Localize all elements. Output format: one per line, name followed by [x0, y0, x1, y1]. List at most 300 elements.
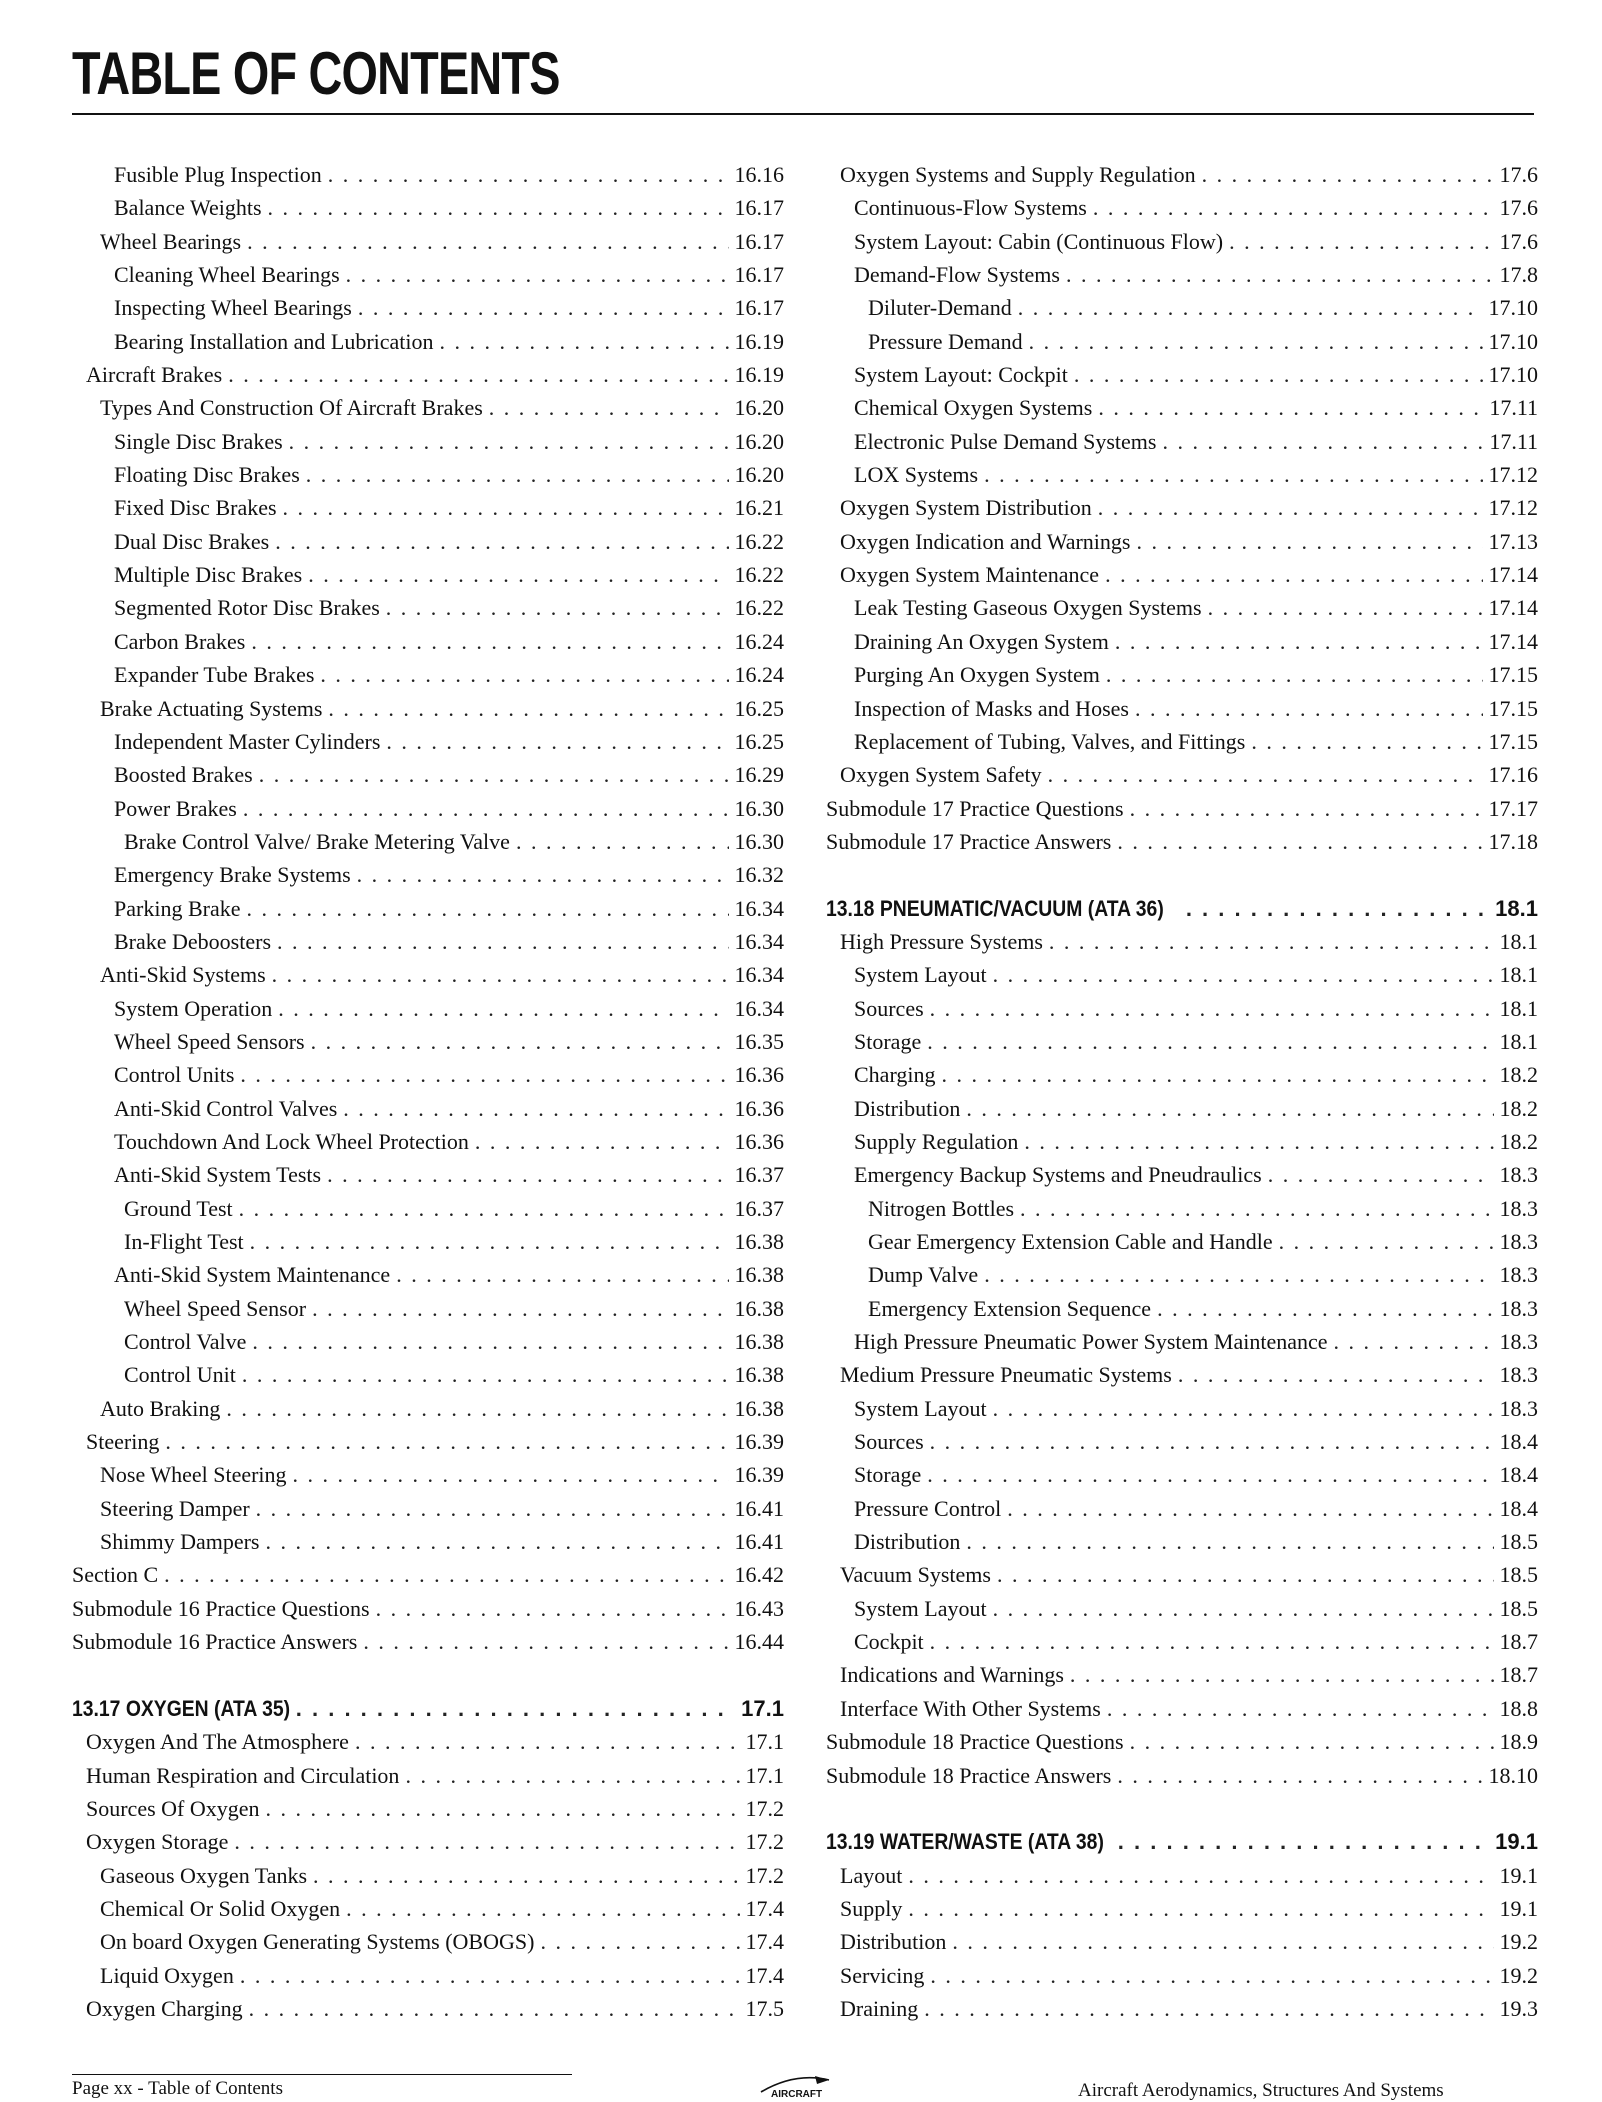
- toc-entry-label: Expander Tube Brakes: [114, 662, 315, 688]
- dot-leader: [250, 1229, 729, 1255]
- toc-entry-label: Oxygen System Safety: [840, 762, 1042, 788]
- toc-entry[interactable]: [72, 1096, 784, 1129]
- dot-leader: [924, 1996, 1493, 2022]
- dot-leader: [164, 1562, 728, 1588]
- toc-entry-label: Distribution: [840, 1929, 947, 1955]
- toc-entry-label: Parking Brake: [114, 895, 241, 921]
- toc-entry-page: 17.6: [1499, 228, 1538, 254]
- dot-leader: [234, 1829, 739, 1855]
- dot-leader: [226, 1396, 728, 1422]
- toc-entry-label: Auto Braking: [100, 1395, 221, 1421]
- dot-leader: [386, 729, 728, 755]
- toc-entry-page: 18.5: [1499, 1529, 1538, 1555]
- toc-entry-label: Nitrogen Bottles: [868, 1195, 1015, 1221]
- toc-entry[interactable]: [826, 1429, 1538, 1462]
- toc-entry[interactable]: [826, 1562, 1538, 1595]
- toc-entry[interactable]: [72, 1296, 784, 1329]
- toc-entry-label: Servicing: [840, 1962, 925, 1988]
- toc-entry[interactable]: [826, 1996, 1538, 2029]
- toc-entry-page: 16.29: [734, 762, 784, 788]
- toc-entry[interactable]: [72, 829, 784, 862]
- toc-entry[interactable]: [826, 1096, 1538, 1129]
- toc-entry-label: Chemical Or Solid Oxygen: [100, 1895, 341, 1921]
- dot-leader: [1208, 595, 1483, 621]
- toc-entry-page: 16.21: [734, 495, 784, 521]
- toc-entry-page: 17.17: [1488, 795, 1538, 821]
- toc-entry-page: 16.43: [734, 1595, 784, 1621]
- toc-entry-page: 16.30: [734, 828, 784, 854]
- toc-entry-label: Dual Disc Brakes: [114, 528, 270, 554]
- toc-entry[interactable]: [72, 1262, 784, 1295]
- dot-leader: [1130, 796, 1483, 822]
- toc-entry[interactable]: [826, 462, 1538, 495]
- toc-entry[interactable]: [72, 996, 784, 1029]
- dot-leader: [1106, 662, 1483, 688]
- toc-entry-label: Emergency Extension Sequence: [868, 1295, 1152, 1321]
- toc-entry[interactable]: [826, 229, 1538, 262]
- dot-leader: [1048, 762, 1483, 788]
- publisher-logo-icon: [755, 2070, 835, 2100]
- dot-leader: [242, 1362, 729, 1388]
- toc-entry[interactable]: [72, 162, 784, 195]
- toc-entry[interactable]: [72, 329, 784, 362]
- toc-entry[interactable]: [826, 1262, 1538, 1295]
- toc-entry[interactable]: [72, 1996, 784, 2029]
- toc-entry-label: Wheel Speed Sensors: [114, 1028, 305, 1054]
- dot-leader: [1105, 562, 1482, 588]
- toc-entry-label: Supply: [840, 1895, 903, 1921]
- dot-leader: [1251, 729, 1482, 755]
- toc-entry-label: Wheel Bearings: [100, 228, 242, 254]
- dot-leader: [1157, 1296, 1493, 1322]
- toc-entry-page: 16.22: [734, 595, 784, 621]
- dot-leader: [1074, 362, 1483, 388]
- toc-entry-page: 18.3: [1499, 1195, 1538, 1221]
- toc-entry[interactable]: [72, 262, 784, 295]
- dot-leader: [489, 395, 729, 421]
- toc-entry[interactable]: [826, 1362, 1538, 1395]
- toc-entry[interactable]: [826, 395, 1538, 428]
- toc-entry-page: 18.7: [1499, 1662, 1538, 1688]
- toc-entry-page: 16.34: [734, 895, 784, 921]
- toc-entry-label: Ground Test: [124, 1195, 233, 1221]
- dot-leader: [475, 1129, 729, 1155]
- toc-entry-page: 16.41: [734, 1529, 784, 1555]
- dot-leader: [993, 1596, 1494, 1622]
- toc-entry-page: 16.20: [734, 428, 784, 454]
- toc-section-heading[interactable]: [72, 1696, 784, 1729]
- toc-entry-page: 16.39: [734, 1429, 784, 1455]
- toc-entry[interactable]: [826, 696, 1538, 729]
- toc-entry-page: 18.3: [1499, 1295, 1538, 1321]
- toc-entry-label: Liquid Oxygen: [100, 1962, 234, 1988]
- dot-leader: [440, 329, 729, 355]
- toc-entry[interactable]: [72, 1562, 784, 1595]
- footer-page-label: Page xx - Table of Contents: [72, 2078, 283, 2099]
- toc-entry-label: Nose Wheel Steering: [100, 1462, 287, 1488]
- toc-entry-page: 16.34: [734, 995, 784, 1021]
- toc-entry[interactable]: [826, 662, 1538, 695]
- toc-entry-page: 17.13: [1488, 528, 1538, 554]
- publisher-logo-text: AIRCRAFT: [771, 2089, 823, 2100]
- toc-entry-label: High Pressure Pneumatic Power System Maintenance: [854, 1329, 1328, 1355]
- toc-entry-page: 16.38: [734, 1295, 784, 1321]
- toc-entry-label: Brake Deboosters: [114, 928, 272, 954]
- toc-entry-label: Chemical Oxygen Systems: [854, 395, 1093, 421]
- toc-entry[interactable]: [72, 429, 784, 462]
- toc-entry-page: 18.4: [1499, 1495, 1538, 1521]
- toc-entry[interactable]: [72, 1029, 784, 1062]
- dot-leader: [293, 1462, 729, 1488]
- toc-entry-page: 18.3: [1499, 1362, 1538, 1388]
- toc-entry[interactable]: [72, 1129, 784, 1162]
- toc-entry[interactable]: [72, 1196, 784, 1229]
- toc-entry[interactable]: [826, 1396, 1538, 1429]
- dot-leader: [927, 1462, 1493, 1488]
- dot-leader: [984, 1262, 1493, 1288]
- toc-entry-label: Oxygen Charging: [86, 1995, 243, 2021]
- dot-leader: [1135, 696, 1483, 722]
- toc-entry[interactable]: [826, 529, 1538, 562]
- toc-entry[interactable]: [72, 229, 784, 262]
- toc-entry[interactable]: [826, 362, 1538, 395]
- toc-entry-page: 16.44: [734, 1629, 784, 1655]
- toc-entry[interactable]: [72, 1062, 784, 1095]
- dot-leader: [1118, 1829, 1489, 1855]
- toc-entry-label: Leak Testing Gaseous Oxygen Systems: [854, 595, 1202, 621]
- toc-entry[interactable]: [826, 1196, 1538, 1229]
- toc-entry-page: 16.16: [734, 162, 784, 187]
- toc-entry-label: Sources: [854, 995, 924, 1021]
- toc-entry-page: 16.32: [734, 862, 784, 888]
- toc-entry[interactable]: [72, 495, 784, 528]
- dot-leader: [540, 1929, 739, 1955]
- toc-section-heading[interactable]: [826, 1829, 1538, 1862]
- page-title: TABLE OF CONTENTS: [72, 40, 560, 107]
- dot-leader: [328, 162, 729, 188]
- toc-entry-page: 17.4: [745, 1929, 784, 1955]
- toc-entry-label: Replacement of Tubing, Valves, and Fittings: [854, 728, 1246, 754]
- dot-leader: [320, 662, 728, 688]
- toc-entry-page: 17.11: [1489, 395, 1538, 421]
- dot-leader: [405, 1763, 739, 1789]
- dot-leader: [252, 1329, 728, 1355]
- toc-entry-label: On board Oxygen Generating Systems (OBOGS): [100, 1929, 535, 1955]
- toc-entry[interactable]: [826, 1629, 1538, 1662]
- toc-entry-label: 13.18 PNEUMATIC/VACUUM (ATA 36): [826, 895, 1164, 921]
- toc-entry[interactable]: [826, 762, 1538, 795]
- toc-entry-page: 16.17: [734, 228, 784, 254]
- toc-entry-label: Submodule 17 Practice Answers: [826, 828, 1112, 854]
- toc-entry-label: Interface With Other Systems: [840, 1695, 1101, 1721]
- toc-entry[interactable]: [72, 462, 784, 495]
- toc-entry-page: 18.3: [1499, 1162, 1538, 1188]
- toc-entry[interactable]: [826, 1529, 1538, 1562]
- dot-leader: [312, 1296, 728, 1322]
- toc-entry[interactable]: [826, 1696, 1538, 1729]
- toc-entry[interactable]: [826, 1029, 1538, 1062]
- dot-leader: [346, 1896, 739, 1922]
- dot-leader: [266, 1796, 740, 1822]
- toc-entry[interactable]: [826, 1296, 1538, 1329]
- toc-entry[interactable]: [72, 962, 784, 995]
- toc-entry[interactable]: [826, 1963, 1538, 1996]
- toc-entry[interactable]: [826, 1929, 1538, 1962]
- toc-entry[interactable]: [826, 429, 1538, 462]
- dot-leader: [1136, 529, 1482, 555]
- toc-entry-page: 18.1: [1499, 928, 1538, 954]
- toc-entry-page: 16.25: [734, 728, 784, 754]
- toc-entry[interactable]: [826, 562, 1538, 595]
- dot-leader: [927, 1029, 1493, 1055]
- dot-leader: [1029, 329, 1483, 355]
- toc-entry-page: 18.1: [1499, 962, 1538, 988]
- toc-entry[interactable]: [826, 829, 1538, 862]
- dot-leader: [396, 1262, 728, 1288]
- toc-entry[interactable]: [826, 1229, 1538, 1262]
- toc-entry[interactable]: [826, 595, 1538, 628]
- toc-entry[interactable]: [72, 295, 784, 328]
- toc-entry[interactable]: [72, 562, 784, 595]
- toc-entry[interactable]: [72, 1529, 784, 1562]
- toc-entry-page: 18.8: [1499, 1695, 1538, 1721]
- toc-entry-label: Oxygen And The Atmosphere: [86, 1729, 349, 1755]
- toc-entry-page: 17.8: [1499, 262, 1538, 288]
- toc-entry-label: 13.17 OXYGEN (ATA 35): [72, 1695, 291, 1721]
- toc-entry[interactable]: [72, 1462, 784, 1495]
- dot-leader: [363, 1629, 728, 1655]
- toc-entry[interactable]: [72, 362, 784, 395]
- toc-section-heading[interactable]: [826, 896, 1538, 929]
- toc-entry[interactable]: [72, 1329, 784, 1362]
- toc-entry-label: System Layout: [854, 962, 987, 988]
- toc-entry-page: 16.22: [734, 562, 784, 588]
- toc-entry-label: Segmented Rotor Disc Brakes: [114, 595, 380, 621]
- toc-entry[interactable]: [72, 1796, 784, 1829]
- toc-entry-page: 16.30: [734, 795, 784, 821]
- toc-spacer: [826, 1796, 1538, 1829]
- toc-entry-label: Inspecting Wheel Bearings: [114, 295, 352, 321]
- toc-entry[interactable]: [72, 1362, 784, 1395]
- toc-entry-page: 19.2: [1499, 1962, 1538, 1988]
- dot-leader: [1229, 229, 1493, 255]
- dot-leader: [311, 1029, 729, 1055]
- dot-leader: [993, 1396, 1494, 1422]
- toc-entry-label: Continuous-Flow Systems: [854, 195, 1087, 221]
- toc-entry-page: 19.1: [1499, 1862, 1538, 1888]
- toc-entry[interactable]: [826, 1062, 1538, 1095]
- dot-leader: [930, 996, 1494, 1022]
- toc-entry[interactable]: [72, 1896, 784, 1929]
- footer-rule: [72, 2074, 572, 2075]
- toc-entry[interactable]: [72, 1629, 784, 1662]
- toc-entry-page: 17.4: [745, 1895, 784, 1921]
- toc-entry-page: 16.38: [734, 1262, 784, 1288]
- toc-entry[interactable]: [826, 262, 1538, 295]
- toc-entry[interactable]: [72, 862, 784, 895]
- toc-entry[interactable]: [72, 729, 784, 762]
- dot-leader: [952, 1929, 1493, 1955]
- toc-entry[interactable]: [826, 495, 1538, 528]
- toc-entry-label: Supply Regulation: [854, 1128, 1019, 1154]
- toc-entry-label: Electronic Pulse Demand Systems: [854, 428, 1157, 454]
- toc-entry[interactable]: [826, 1162, 1538, 1195]
- toc-entry-page: 16.17: [734, 262, 784, 288]
- toc-entry[interactable]: [826, 1129, 1538, 1162]
- toc-entry[interactable]: [72, 595, 784, 628]
- toc-entry[interactable]: [72, 1496, 784, 1529]
- toc-entry-page: 16.34: [734, 962, 784, 988]
- toc-entry[interactable]: [72, 1596, 784, 1629]
- toc-entry-label: Draining An Oxygen System: [854, 628, 1109, 654]
- toc-entry-label: Touchdown And Lock Wheel Protection: [114, 1128, 469, 1154]
- toc-entry-page: 18.3: [1499, 1395, 1538, 1421]
- toc-entry[interactable]: [72, 1396, 784, 1429]
- dot-leader: [1049, 929, 1494, 955]
- dot-leader: [272, 962, 729, 988]
- toc-entry[interactable]: [826, 962, 1538, 995]
- toc-entry-page: 16.41: [734, 1495, 784, 1521]
- toc-entry[interactable]: [826, 329, 1538, 362]
- toc-entry-page: 17.15: [1488, 662, 1538, 688]
- toc-entry[interactable]: [826, 796, 1538, 829]
- toc-entry[interactable]: [826, 629, 1538, 662]
- dot-leader: [984, 462, 1482, 488]
- toc-entry[interactable]: [72, 662, 784, 695]
- toc-entry[interactable]: [72, 1863, 784, 1896]
- toc-entry[interactable]: [826, 1729, 1538, 1762]
- toc-entry[interactable]: [72, 1162, 784, 1195]
- toc-entry[interactable]: [72, 195, 784, 228]
- toc-entry[interactable]: [826, 1329, 1538, 1362]
- toc-entry-page: 16.20: [734, 462, 784, 488]
- toc-entry[interactable]: [72, 1763, 784, 1796]
- toc-entry[interactable]: [826, 996, 1538, 1029]
- dot-leader: [240, 1062, 728, 1088]
- dot-leader: [1130, 1729, 1494, 1755]
- toc-entry-page: 16.20: [734, 395, 784, 421]
- toc-entry-label: Multiple Disc Brakes: [114, 562, 303, 588]
- toc-entry-page: 18.7: [1499, 1629, 1538, 1655]
- toc-entry-label: Shimmy Dampers: [100, 1529, 260, 1555]
- toc-entry-label: Pressure Demand: [868, 328, 1023, 354]
- toc-entry[interactable]: [72, 929, 784, 962]
- toc-entry-label: Distribution: [854, 1095, 961, 1121]
- toc-entry[interactable]: [72, 1829, 784, 1862]
- toc-entry[interactable]: [72, 629, 784, 662]
- dot-leader: [1268, 1162, 1494, 1188]
- toc-spacer: [826, 862, 1538, 895]
- dot-leader: [1178, 1362, 1494, 1388]
- toc-entry-label: System Layout: Cabin (Continuous Flow): [854, 228, 1224, 254]
- dot-leader: [228, 362, 728, 388]
- toc-entry[interactable]: [72, 762, 784, 795]
- toc-entry[interactable]: [826, 1596, 1538, 1629]
- toc-entry[interactable]: [72, 696, 784, 729]
- toc-entry[interactable]: [826, 195, 1538, 228]
- toc-entry[interactable]: [72, 1229, 784, 1262]
- toc-entry-page: 16.39: [734, 1462, 784, 1488]
- toc-entry-label: Floating Disc Brakes: [114, 462, 300, 488]
- toc-entry[interactable]: [72, 1963, 784, 1996]
- dot-leader: [246, 896, 728, 922]
- toc-entry[interactable]: [826, 295, 1538, 328]
- toc-entry-label: Steering: [86, 1429, 160, 1455]
- dot-leader: [1202, 162, 1494, 188]
- toc-entry-label: Fixed Disc Brakes: [114, 495, 277, 521]
- dot-leader: [296, 1696, 735, 1722]
- dot-leader: [930, 1629, 1494, 1655]
- toc-entry-page: 16.36: [734, 1062, 784, 1088]
- dot-leader: [251, 629, 728, 655]
- toc-entry-page: 19.3: [1499, 1995, 1538, 2021]
- toc-entry[interactable]: [826, 729, 1538, 762]
- toc-entry[interactable]: [826, 1863, 1538, 1896]
- toc-entry-page: 18.2: [1499, 1128, 1538, 1154]
- toc-entry-page: 17.15: [1488, 728, 1538, 754]
- toc-entry-page: 18.4: [1499, 1429, 1538, 1455]
- dot-leader: [343, 1096, 728, 1122]
- toc-entry-page: 16.24: [734, 662, 784, 688]
- toc-entry-label: Anti-Skid Control Valves: [114, 1095, 338, 1121]
- toc-entry-label: Aircraft Brakes: [86, 362, 223, 388]
- toc-entry-page: 16.34: [734, 928, 784, 954]
- toc-entry[interactable]: [826, 1662, 1538, 1695]
- toc-entry[interactable]: [72, 896, 784, 929]
- toc-entry[interactable]: [826, 1896, 1538, 1929]
- dot-leader: [1098, 495, 1483, 521]
- toc-entry[interactable]: [826, 1763, 1538, 1796]
- toc-entry-label: Submodule 18 Practice Questions: [826, 1729, 1124, 1755]
- dot-leader: [1334, 1329, 1494, 1355]
- toc-entry-label: Inspection of Masks and Hoses: [854, 695, 1129, 721]
- toc-entry-label: Demand-Flow Systems: [854, 262, 1060, 288]
- toc-entry-page: 16.17: [734, 295, 784, 321]
- dot-leader: [313, 1863, 739, 1889]
- toc-entry-page: 17.6: [1499, 162, 1538, 187]
- toc-entry-page: 16.36: [734, 1128, 784, 1154]
- dot-leader: [268, 195, 729, 221]
- toc-entry-page: 17.2: [745, 1862, 784, 1888]
- toc-entry-label: Sources: [854, 1429, 924, 1455]
- toc-entry-label: LOX Systems: [854, 462, 979, 488]
- toc-entry-page: 17.2: [745, 1795, 784, 1821]
- toc-entry[interactable]: [72, 796, 784, 829]
- toc-entry-page: 17.1: [745, 1762, 784, 1788]
- toc-entry-label: System Layout: [854, 1595, 987, 1621]
- dot-leader: [308, 562, 728, 588]
- toc-entry-label: Oxygen Storage: [86, 1829, 229, 1855]
- toc-entry[interactable]: [826, 1496, 1538, 1529]
- toc-entry-label: Charging: [854, 1062, 936, 1088]
- toc-entry-page: 19.1: [1499, 1895, 1538, 1921]
- toc-entry-label: Bearing Installation and Lubrication: [114, 328, 434, 354]
- toc-entry-page: 16.38: [734, 1229, 784, 1254]
- dot-leader: [358, 295, 729, 321]
- toc-entry[interactable]: [72, 1429, 784, 1462]
- toc-entry[interactable]: [826, 1462, 1538, 1495]
- toc-entry[interactable]: [72, 529, 784, 562]
- toc-entry[interactable]: [72, 1929, 784, 1962]
- toc-entry-label: Gear Emergency Extension Cable and Handle: [868, 1229, 1273, 1254]
- toc-entry[interactable]: [72, 1729, 784, 1762]
- toc-entry[interactable]: [826, 929, 1538, 962]
- toc-entry[interactable]: [826, 162, 1538, 195]
- toc-entry-page: 18.2: [1499, 1062, 1538, 1088]
- toc-entry-page: 18.3: [1499, 1229, 1538, 1254]
- toc-entry-page: 18.5: [1499, 1595, 1538, 1621]
- toc-entry[interactable]: [72, 395, 784, 428]
